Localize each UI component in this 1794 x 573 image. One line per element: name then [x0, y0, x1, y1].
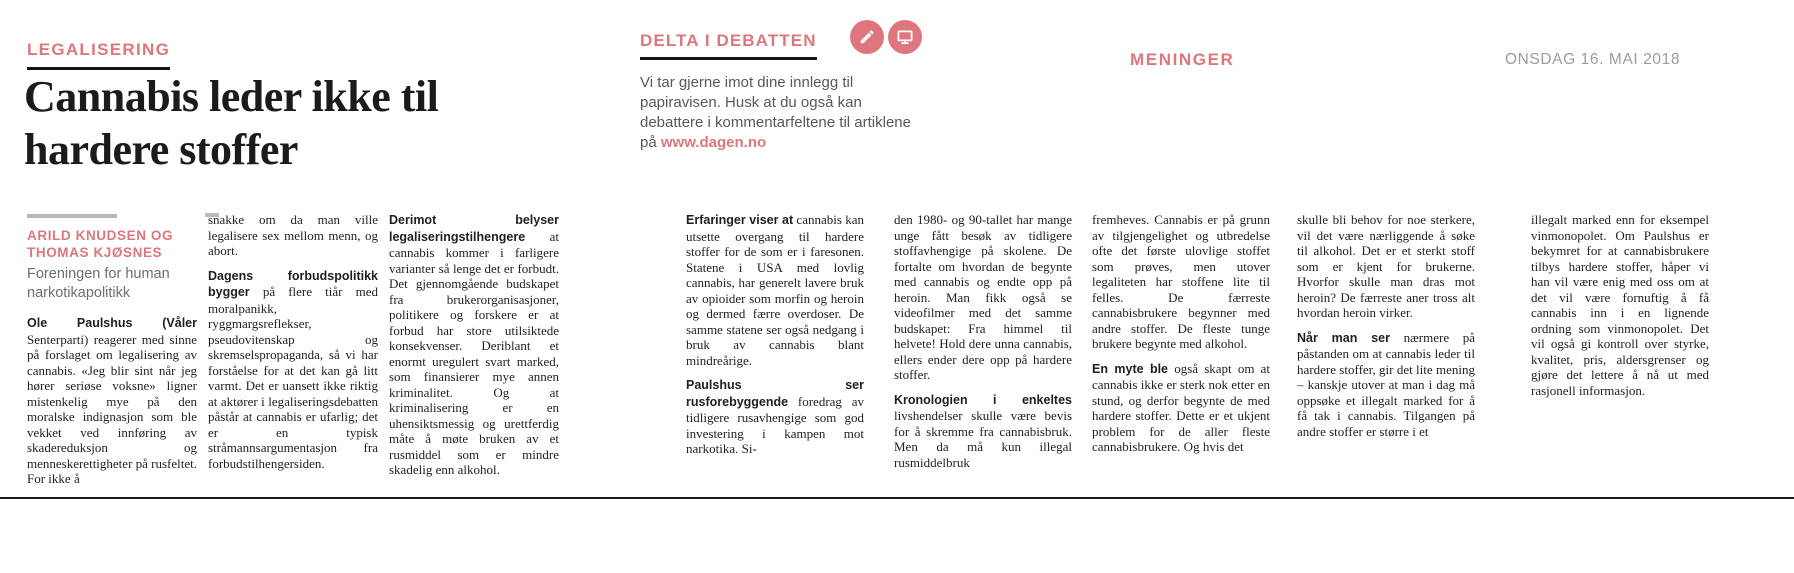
headline: Cannabis leder ikke til hardere stoffer — [24, 72, 439, 174]
article-column-body — [27, 315, 197, 487]
article-column-7 — [1297, 212, 1475, 439]
delta-text-body: Vi tar gjerne imot dine innlegg til papiravisen. Husk at du også kan debattere i kommentarfeltene til artiklene på — [640, 74, 911, 151]
byline-authors: ARILD KNUDSEN OG THOMAS KJØSNES — [27, 228, 174, 260]
article-column-2 — [208, 212, 378, 471]
section-label-meninger: MENINGER — [1130, 50, 1235, 69]
paragraph: Ole Paulshus (Våler Senterparti) reagerer med sinne på forslaget om legalisering av cannabis. «Jeg blir sint når jeg hører seriøse voksne» ligner mistenkelig mye på den moralske indignasjon som ble vekket ved innføring av skadereduksjon og menneskerettigheter på rusfeltet. For ikke å — [27, 316, 198, 486]
paragraph-lead: En myte ble — [1092, 361, 1169, 376]
paragraph: En myte ble også skapt om at cannabis ikke er sterk nok etter en stund, og derfor begynte de med hardere stoffer. Dette er et ukjent problem for de aller fleste cannabisbrukere. Og hvis det — [1092, 360, 1270, 454]
delta-kicker: DELTA I DEBATTEN — [640, 31, 817, 60]
monitor-icon — [896, 28, 914, 46]
paragraph-lead: Paulshus ser rusforebyggende — [686, 378, 864, 409]
paragraph: fremheves. Cannabis er på grunn av tilgjengelighet og utbredelse ofte det første ulovlige stoffet som prøves, men utover legaliteten har stoffene lite til felles. De færreste cannabisbrukere begynner med andre stoffer. De fleste tunge brukere begynte med alkohol. — [1092, 212, 1270, 351]
paragraph: Paulshus ser rusforebyggende foredrag av tidligere rusavhengige som god investering i kampen mot narkotika. Si- — [686, 378, 864, 456]
article-column-8 — [1531, 212, 1709, 398]
paragraph: Kronologien i enkeltes livshendelser skulle være bevis for å skremme fra cannabisbruk. Men da må kun illegal rusmiddelbruk — [894, 392, 1072, 470]
section-kicker-legalisering: LEGALISERING — [27, 40, 170, 70]
pencil-icon — [858, 28, 876, 46]
dagen-link[interactable]: www.dagen.no — [660, 134, 767, 151]
article-column-5 — [894, 212, 1072, 470]
paragraph: Når man ser nærmere på påstanden om at cannabis leder til hardere stoffer, gir det lite mening – kanskje utover at man i dag må oppsøke et illegalt marked for å få tak i cannabis. Tilgangen på andre stoffer er større i et — [1297, 329, 1475, 439]
paragraph: den 1980- og 90-tallet har mange unge fått besøk av tidligere stoffavhengige på skolene. De fortalte om hvordan de begynte med cannabis og endte opp på heroin. Man fikk også se videofilmer med det samme budskapet: Fra himmel til helvete! Hold dere unna cannabis, ellers ender dere opp på hardere stoffer. — [894, 212, 1072, 382]
paragraph-lead: Erfaringer viser at — [686, 213, 794, 227]
issue-date: ONSDAG 16. MAI 2018 — [1505, 51, 1681, 68]
paragraph: snakke om da man ville legalisere sex mellom menn, og abort. — [208, 212, 378, 258]
paragraph-lead: Dagens forbudspolitikk bygger — [208, 268, 378, 299]
paragraph-lead: Ole Paulshus (Våler — [27, 316, 197, 330]
write-letter-button[interactable] — [850, 20, 884, 54]
paragraph: Derimot belyser legaliseringstilhengere at cannabis kommer i farligere varianter så lenge det er forbudt. Det gjennomgående budskapet fra brukerorganisasjoner, politikere og forskere er at forbud har store utilsiktede konsekvenser. Deriblant et enormt uregulert svart marked, som finansierer mye annen kriminalitet. Og at kriminalisering er en uhensiktsmessig og urettferdig måte å møte bruken av et rusmiddel som er mindre skadelig enn alkohol. — [389, 213, 559, 477]
byline-rule — [27, 214, 117, 218]
bottom-rule — [0, 497, 1794, 499]
paragraph: Dagens forbudspolitikk bygger på flere tiår med moralpanikk, ryggmargsreflekser, pseudovitenskap og skremselspropaganda, så vi har forståelse for at det kan gå litt varmt. Det er uansett ikke riktig at aktører i legaliseringsdebatten påstår at cannabis er ufarlig; det er en typisk stråmannsargumentasjon fra forbudstilhengersiden. — [208, 268, 378, 471]
online-debate-button[interactable] — [888, 20, 922, 54]
delta-invitation-text — [640, 73, 922, 153]
paragraph-lead: Kronologien i enkeltes — [894, 392, 1072, 407]
article-column-1 — [27, 212, 197, 487]
paragraph: Erfaringer viser at cannabis kan utsette overgang til hardere stoffer for de som er i faresonen. Statene i USA med lovlig cannabis, har generelt lavere bruk av opioider som morfin og heroin og dermed færre overdoser. De samme statene ser også nedgang i bruk av cannabis blant mindreårige. — [686, 212, 864, 368]
paragraph: skulle bli behov for noe sterkere, vil det være nærliggende å søke til alkohol. Det er et sterkt stoff som er kjent for brukerne. Hvorfor skulle man dras mot heroin? De færreste aner tross alt hvordan heroin virker. — [1297, 212, 1475, 320]
byline-affiliation: Foreningen for human narkotikapolitikk — [27, 266, 170, 301]
article-column-4 — [686, 212, 864, 457]
paragraph-lead: Når man ser — [1297, 330, 1390, 345]
delta-block — [640, 31, 922, 153]
article-column-6 — [1092, 212, 1270, 455]
paragraph: illegalt marked enn for eksempel vinmonopolet. Om Paulshus er bekymret for at cannabisbrukere tilbys hardere stoffer, håper vi han vil være enig med oss om at det vil være fornuftig å få cannabis inn i en lignende ordning som vinmonopolet. Det vil også gi kontroll over styrke, kvalitet, pris, aldersgrenser og gjøre det lettere å nå ut med rasjonell informasjon. — [1531, 212, 1709, 398]
paragraph-lead: Derimot belyser legaliseringstilhengere — [389, 213, 559, 244]
article-column-3 — [389, 212, 559, 478]
